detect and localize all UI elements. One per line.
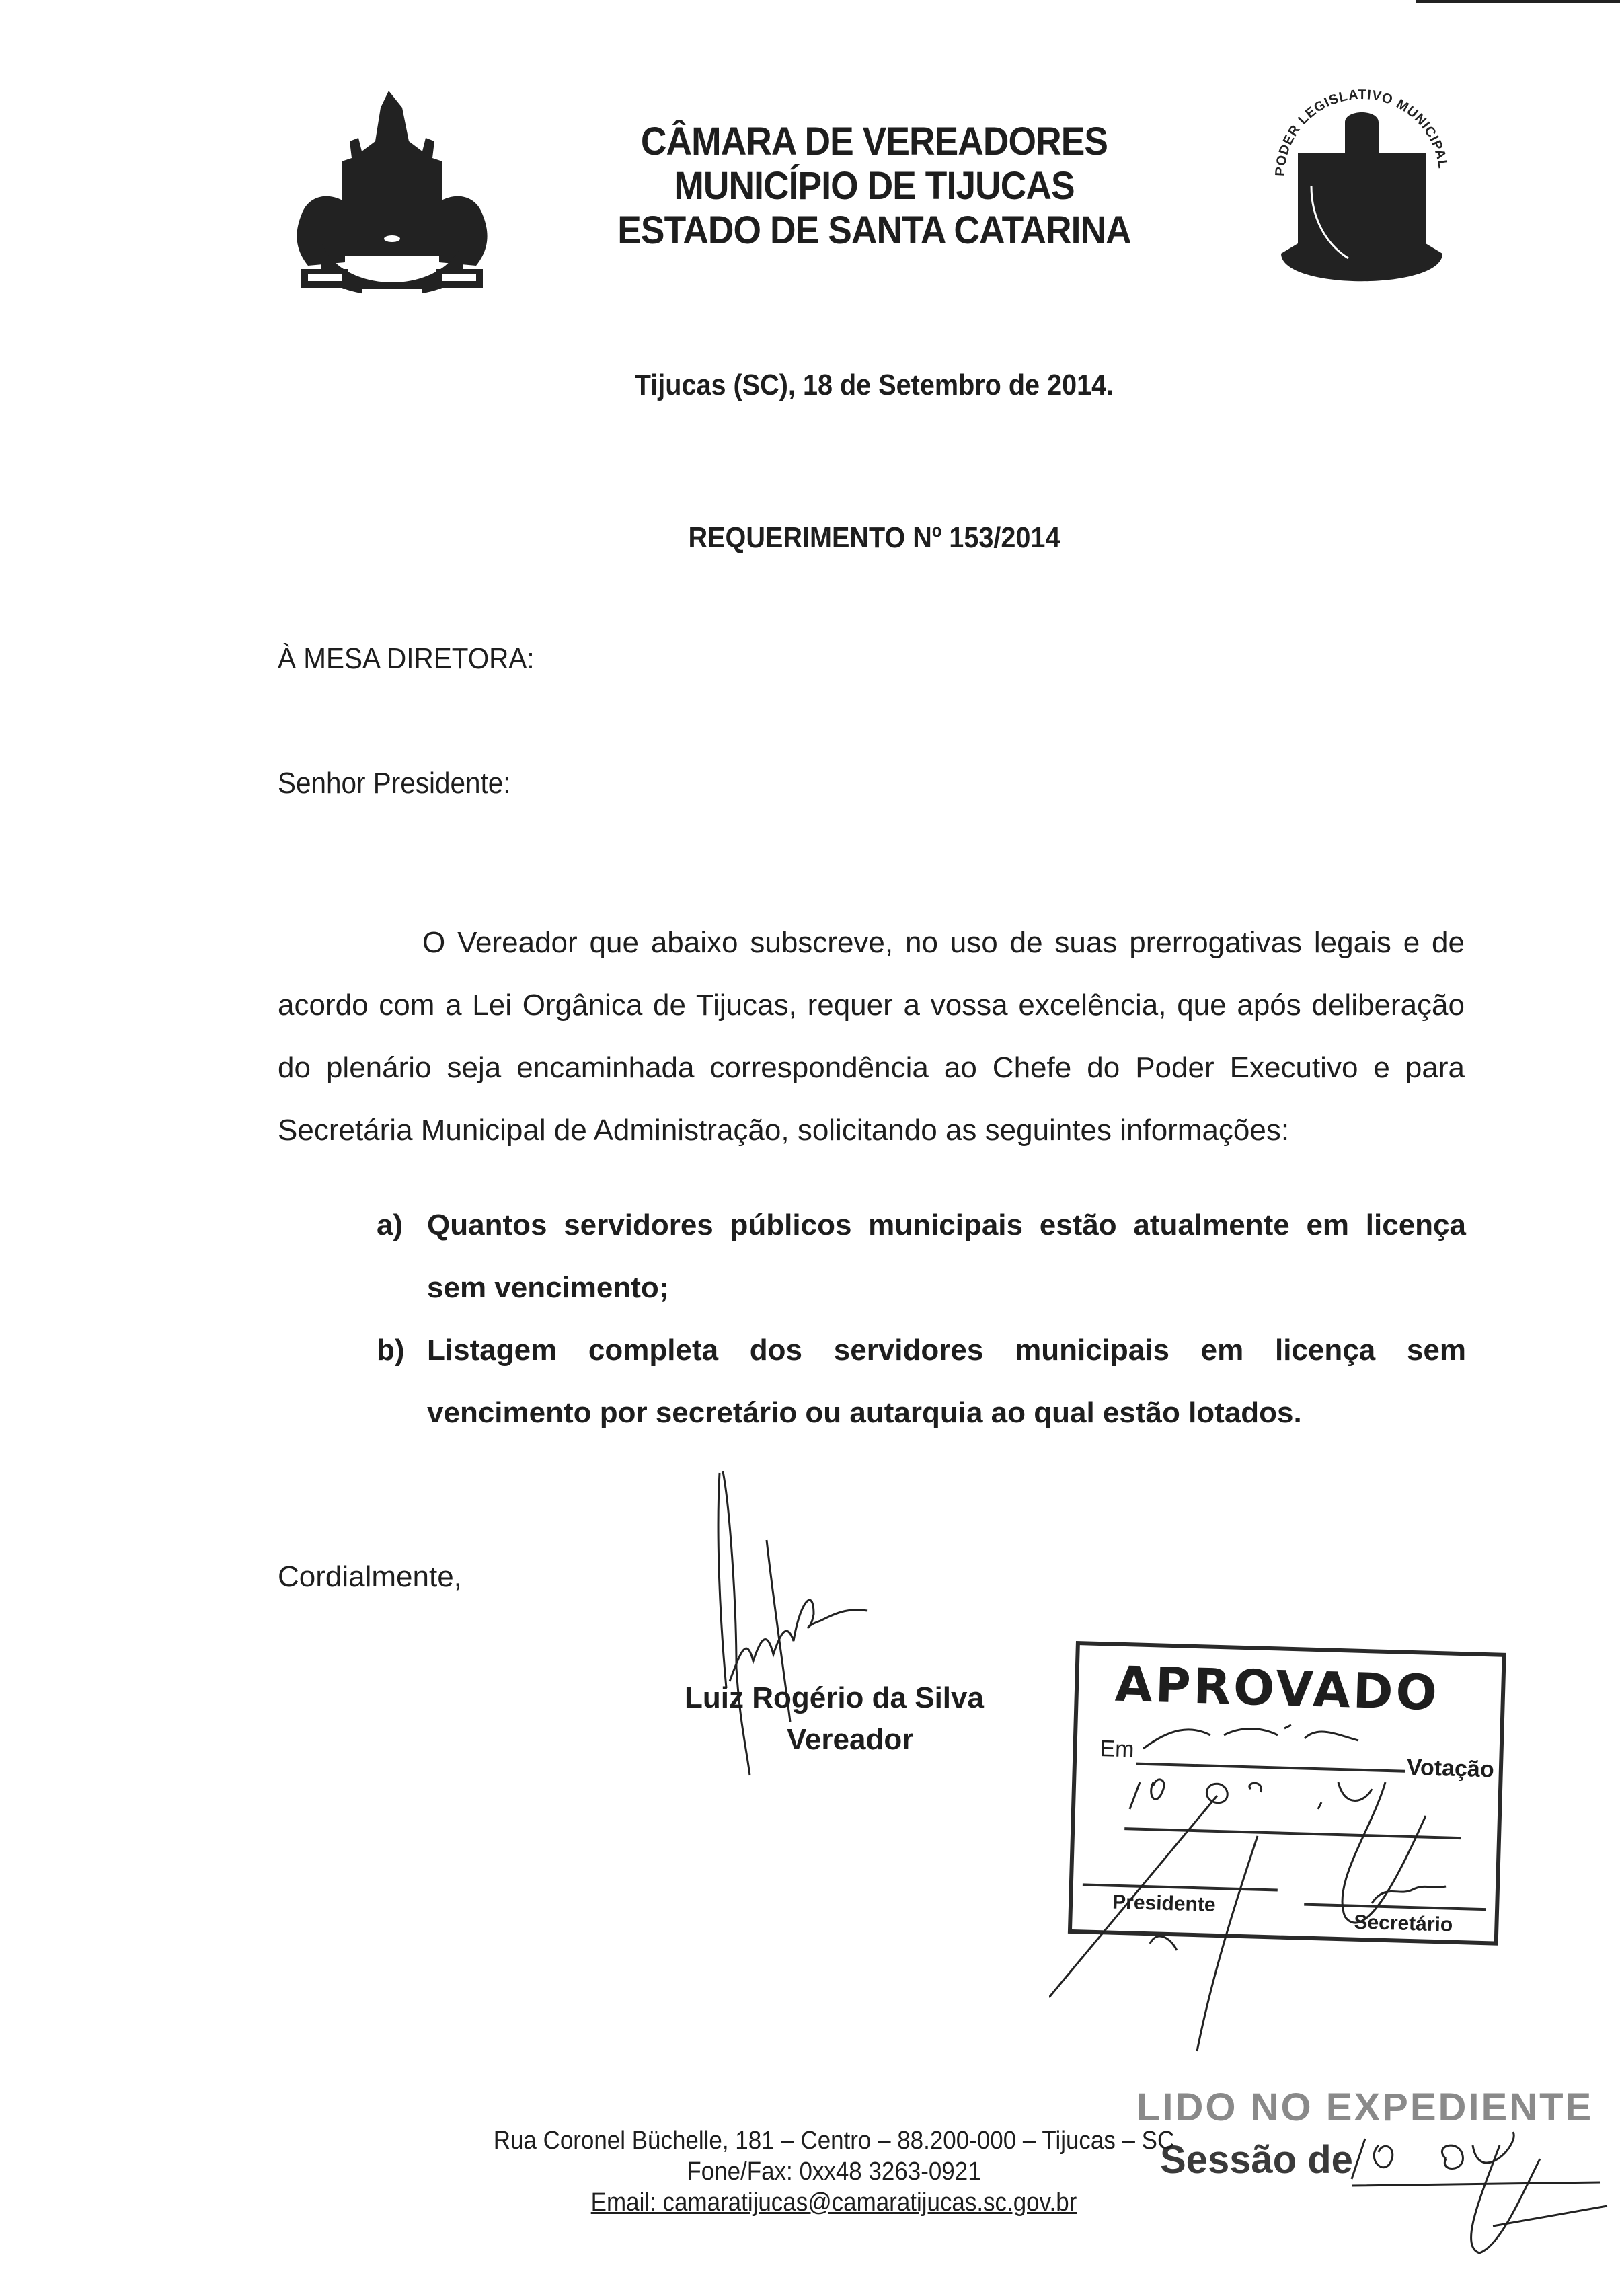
approval-em-label: Em bbox=[1100, 1736, 1135, 1763]
secretary-label: Secretário bbox=[1354, 1911, 1453, 1936]
date-line: Tijucas (SC), 18 de Setembro de 2014. bbox=[634, 369, 1114, 401]
scan-edge-line bbox=[1416, 0, 1620, 3]
footer-email[interactable]: Email: camaratijucas@camaratijucas.sc.gov.br bbox=[590, 2188, 1077, 2217]
body-text: O Vereador que abaixo subscreve, no uso de suas prerrogativas legais e de acordo com a Lei Orgânica de Tijucas, requer a vossa excelência, que após deliberação do plenário seja encaminhada correspondência ao Chefe do Poder Executivo e para Secretária Municipal de Administração, solicitando as seguintes informações: bbox=[278, 926, 1465, 1147]
signer-name: Luiz Rogério da Silva bbox=[685, 1681, 984, 1714]
session-label: Sessão de bbox=[1160, 2138, 1353, 2182]
item-marker: a) bbox=[377, 1209, 403, 1241]
footer-contact bbox=[463, 2125, 1205, 2218]
header-line-2: MUNICÍPIO DE TIJUCAS bbox=[674, 164, 1075, 208]
header-line-1: CÂMARA DE VEREADORES bbox=[640, 120, 1108, 163]
body-paragraph bbox=[278, 911, 1465, 1161]
footer-address: Rua Coronel Büchelle, 181 – Centro – 88.200-000 – Tijucas – SC bbox=[493, 2127, 1175, 2155]
president-label: Presidente bbox=[1112, 1890, 1216, 1916]
closing: Cordialmente, bbox=[278, 1560, 462, 1593]
municipal-coat-of-arms-logo bbox=[281, 87, 503, 309]
approval-stamp bbox=[1068, 1641, 1506, 1946]
addressee: À MESA DIRETORA: bbox=[278, 642, 535, 675]
institution-header bbox=[565, 120, 1184, 253]
item-text: Quantos servidores públicos municipais estão atualmente em licença sem vencimento; bbox=[427, 1209, 1466, 1304]
emblem-arc-text: PODER LEGISLATIVO MUNICIPAL bbox=[1272, 87, 1451, 177]
signer-role: Vereador bbox=[787, 1723, 914, 1756]
approval-stamp-title: APROVADO bbox=[1114, 1655, 1440, 1722]
salutation: Senhor Presidente: bbox=[278, 767, 511, 800]
approval-votacao-label: Votação bbox=[1406, 1754, 1495, 1783]
header-line-3: ESTADO DE SANTA CATARINA bbox=[617, 208, 1131, 252]
document-title: REQUERIMENTO Nº 153/2014 bbox=[688, 521, 1060, 554]
item-marker: b) bbox=[377, 1334, 405, 1367]
request-item-a bbox=[377, 1194, 1466, 1319]
footer-phone: Fone/Fax: 0xx48 3263-0921 bbox=[687, 2157, 981, 2186]
request-item-b bbox=[377, 1319, 1466, 1444]
read-in-session-stamp: LIDO NO EXPEDIENTE bbox=[1136, 2085, 1594, 2129]
item-text: Listagem completa dos servidores municipais em licença sem vencimento por secretário ou autarquia ao qual estão lotados. bbox=[427, 1334, 1466, 1429]
request-items bbox=[377, 1194, 1466, 1444]
legislative-shield-logo bbox=[1264, 75, 1459, 304]
session-date-handwriting bbox=[1345, 2118, 1614, 2273]
